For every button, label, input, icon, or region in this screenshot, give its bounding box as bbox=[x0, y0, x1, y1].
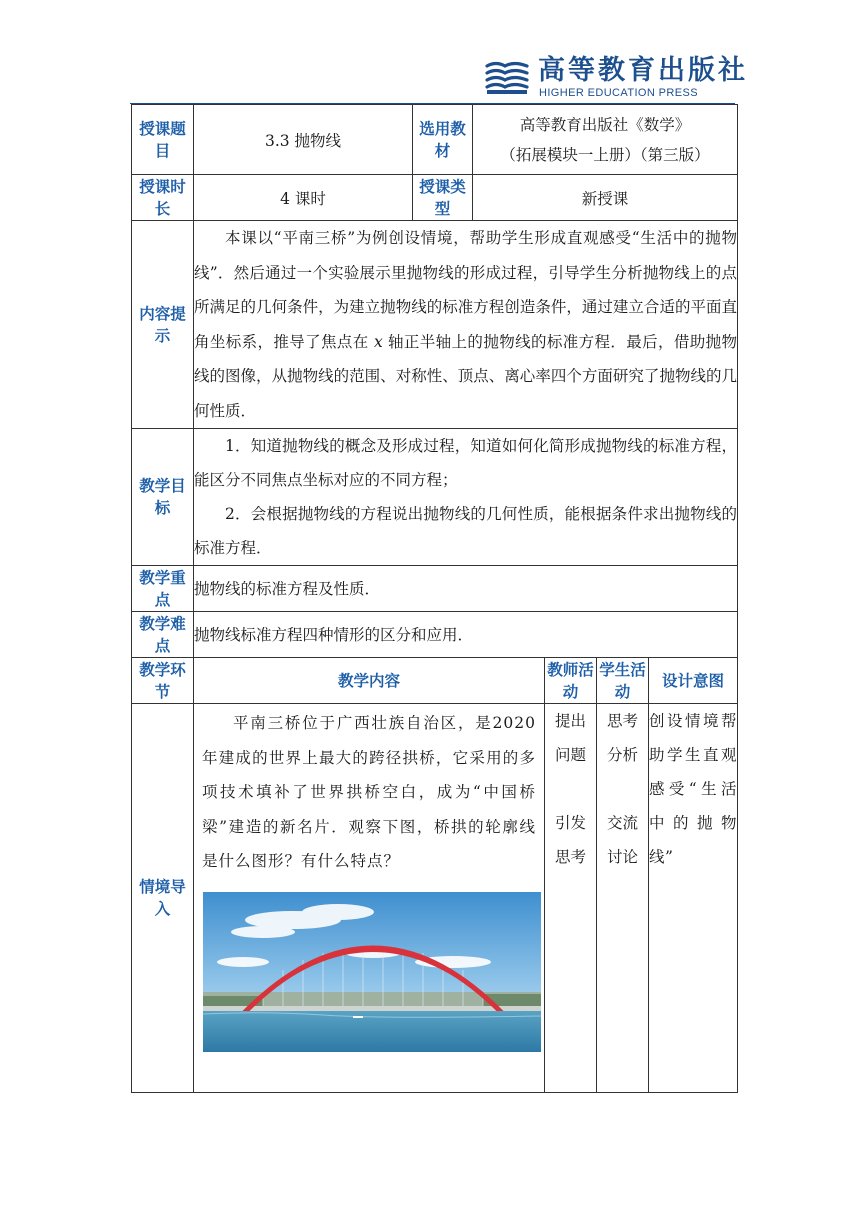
info-row-duration bbox=[132, 175, 738, 221]
topic-label: 授课题目 bbox=[132, 105, 194, 175]
design-intent: 创设情境帮助学生直观感受“生活中的抛物线” bbox=[649, 704, 738, 1093]
goals-row bbox=[132, 429, 738, 566]
duration-label: 授课时长 bbox=[132, 175, 194, 221]
student-activity-header: 学生活动 bbox=[597, 658, 649, 704]
teacher-activity-1: 提出 bbox=[554, 712, 586, 730]
teacher-activity bbox=[545, 704, 597, 1093]
summary-label: 内容提示 bbox=[132, 221, 194, 429]
stage-header: 教学环节 bbox=[132, 658, 194, 704]
summary-row bbox=[132, 221, 738, 429]
topic-value: 3.3 抛物线 bbox=[194, 105, 413, 175]
student-activity-2: 分析 bbox=[606, 746, 638, 764]
summary-text bbox=[194, 221, 738, 429]
publisher-name-cn: 高等教育出版社 bbox=[538, 55, 748, 86]
keypoints-text: 抛物线的标准方程及性质． bbox=[194, 566, 738, 612]
teacher-activity-4: 思考 bbox=[554, 848, 586, 866]
textbook-label: 选用教材 bbox=[413, 105, 473, 175]
teacher-activity-header: 教师活动 bbox=[545, 658, 597, 704]
difficulties-text: 抛物线标准方程四种情形的区分和应用． bbox=[194, 612, 738, 658]
keypoints-row bbox=[132, 566, 738, 612]
goals-label: 教学目标 bbox=[132, 429, 194, 566]
keypoints-label: 教学重点 bbox=[132, 566, 194, 612]
stage-intro-row bbox=[132, 704, 738, 1093]
goal-item-2: 2．会根据抛物线的方程说出抛物线的几何性质，能根据条件求出抛物线的标准方程． bbox=[194, 505, 738, 557]
student-activity-1: 思考 bbox=[606, 712, 638, 730]
textbook-line-1: 高等教育出版社《数学》 bbox=[519, 115, 691, 134]
teacher-activity-3: 引发 bbox=[554, 814, 586, 832]
textbook-value bbox=[473, 105, 738, 175]
content-header: 教学内容 bbox=[194, 658, 545, 704]
stage-intro-content bbox=[194, 704, 545, 1093]
duration-value: 4 课时 bbox=[194, 175, 413, 221]
publisher-logo bbox=[484, 55, 748, 102]
stage-intro-label: 情境导入 bbox=[132, 704, 194, 1093]
type-value: 新授课 bbox=[473, 175, 738, 221]
student-activity bbox=[597, 704, 649, 1093]
summary-text-part2: 轴正半轴上的抛物线的标准方程．最后，借助抛物线的图像，从抛物线的范围、对称性、顶点、离心率四个方面研究了抛物线的几何性质． bbox=[194, 332, 738, 420]
design-intent-header: 设计意图 bbox=[649, 658, 738, 704]
publisher-name-en: HIGHER EDUCATION PRESS bbox=[539, 87, 698, 99]
bridge-photo bbox=[203, 892, 541, 1052]
lesson-plan-table bbox=[131, 104, 738, 1093]
stage-intro-text: 平南三桥位于广西壮族自治区，是2020 年建成的世界上最大的跨径拱桥，它采用的多项技术填补了世界拱桥空白，成为“中国桥梁”建造的新名片．观察下图，桥拱的轮廓线是什么图形？有什么特点？ bbox=[202, 714, 536, 870]
difficulties-row bbox=[132, 612, 738, 658]
difficulties-label: 教学难点 bbox=[132, 612, 194, 658]
summary-variable: x bbox=[373, 332, 383, 351]
process-header-row bbox=[132, 658, 738, 704]
type-label: 授课类型 bbox=[413, 175, 473, 221]
student-activity-4: 讨论 bbox=[606, 848, 638, 866]
student-activity-3: 交流 bbox=[606, 814, 638, 832]
teacher-activity-2: 问题 bbox=[554, 746, 586, 764]
publisher-book-icon bbox=[484, 58, 530, 98]
info-row-topic bbox=[132, 105, 738, 175]
summary-text-part1: 本课以“平南三桥”为例创设情境，帮助学生形成直观感受“生活中的抛物线”．然后通过一个实验展示里抛物线的形成过程，引导学生分析抛物线上的点所满足的几何条件，为建立抛物线的标准方程创造条件，通过建立合适的平面直角坐标系，推导了焦点在 bbox=[194, 229, 738, 351]
goals-list bbox=[194, 429, 738, 566]
textbook-line-2: （拓展模块一上册）（第三版） bbox=[500, 145, 710, 164]
goal-item-1: 1．知道抛物线的概念及形成过程，知道如何化简形成抛物线的标准方程，能区分不同焦点坐标对应的不同方程； bbox=[194, 437, 738, 489]
